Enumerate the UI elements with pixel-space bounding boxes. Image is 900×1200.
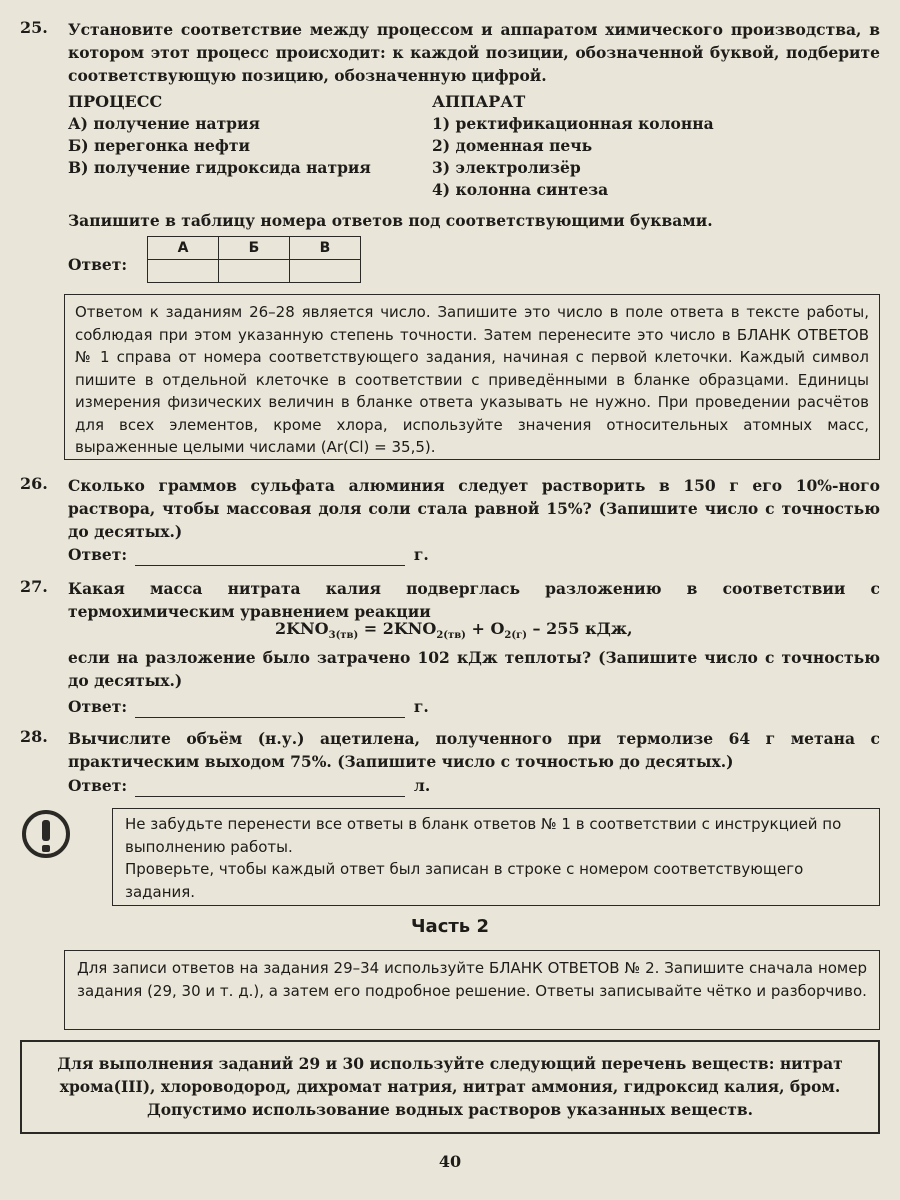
answer-field-27[interactable] [135,701,405,718]
process-header: ПРОЦЕСС [68,92,163,111]
question-27-text-continued: если на разложение было затрачено 102 кДж теплоты? (Запишите число с точностью до десятых.) [68,648,880,690]
apparatus-item: 3) электролизёр [432,158,581,177]
answer-line-26 [68,543,429,566]
question-25-text: Установите соответствие между процессом и аппаратом химического производства, в котором этот процесс происходит: к каждой позиции, обозначенной буквой, подберите соответствующую позицию, обозначенную цифрой. [68,20,880,85]
reminder-box [112,808,880,906]
answer-field-28[interactable] [135,780,405,797]
answer-cell[interactable] [148,260,219,283]
answer-label: Ответ: [68,255,128,274]
apparatus-header: АППАРАТ [432,92,526,111]
answer-table-header: А [148,237,219,260]
question-27-number: 27. [20,577,48,596]
question-28-text: Вычислите объём (н.у.) ацетилена, полученного при термолизе 64 г метана с практическим выходом 75%. (Запишите число с точностью до десятых.) [68,729,880,771]
thermochemical-equation: $2KNO_{3(тв)} = 2KNO_{2(тв)} + O_{2(г)} - 255$ кДж, [275,619,633,642]
exclamation-icon [22,810,70,858]
answer-line-27 [68,695,429,718]
answer-label: Ответ: [68,697,128,716]
answer-cell[interactable] [219,260,290,283]
table-instruction: Запишите в таблицу номера ответов под соответствующими буквами. [68,211,713,230]
part-2-instruction-box [64,950,880,1030]
part-2-instruction-text: Для записи ответов на задания 29–34 используйте БЛАНК ОТВЕТОВ № 2. Запишите сначала номер задания (29, 30 и т. д.), а затем его подробное решение. Ответы записывайте чётко и разборчиво. [77,959,867,1000]
answer-label: Ответ: [68,545,128,564]
answer-cell[interactable] [290,260,361,283]
question-26-text: Сколько граммов сульфата алюминия следует растворить в 150 г его 10%-ного раствора, чтобы массовая доля соли стала равной 15%? (Запишите число с точностью до десятых.) [68,476,880,541]
answer-unit: л. [413,776,431,795]
reminder-line-2: Проверьте, чтобы каждый ответ был записан в строке с номером соответствующего задания. [125,860,804,901]
answer-unit: г. [413,697,429,716]
apparatus-item: 4) колонна синтеза [432,180,609,199]
process-item: Б) перегонка нефти [68,136,250,155]
process-item: А) получение натрия [68,114,260,133]
substances-text: Для выполнения заданий 29 и 30 используйте следующий перечень веществ: нитрат хрома(III), хлороводород, дихромат натрия, нитрат аммония, гидроксид калия, бром. Допустимо использование водных растворов указанных веществ. [57,1054,843,1119]
instruction-box-26-28 [64,294,880,460]
answer-table-header: В [290,237,361,260]
instruction-text: Ответом к заданиям 26–28 является число. Запишите это число в поле ответа в тексте работы, соблюдая при этом указанную степень точности. Затем перенесите это число в БЛАНК ОТВЕТОВ № 1 справа от номера соответствующего задания, начиная с первой клеточки. Каждый символ пишите в отдельной клеточке в соответствии с приведёнными в бланке образцами. Единицы измерения физических величин в бланке ответа указывать не нужно. При проведении расчётов для всех элементов, кроме хлора, используйте значения относительных атомных масс, выраженные целыми числами (Ar(Cl) = 35,5). [75,303,869,456]
answer-unit: г. [413,545,429,564]
answer-table-header: Б [219,237,290,260]
apparatus-item: 1) ректификационная колонна [432,114,714,133]
question-28-number: 28. [20,727,48,746]
question-25-number: 25. [20,18,48,37]
process-item: В) получение гидроксида натрия [68,158,371,177]
part-2-title: Часть 2 [411,916,489,937]
answer-label: Ответ: [68,776,128,795]
answer-line-28 [68,774,430,797]
apparatus-item: 2) доменная печь [432,136,593,155]
answer-field-26[interactable] [135,549,405,566]
question-27-text: Какая масса нитрата калия подверглась разложению в соответствии с термохимическим уравнением реакции [68,579,880,621]
substances-box [20,1040,880,1134]
question-26-number: 26. [20,474,48,493]
answer-table [147,236,361,283]
reminder-line-1: Не забудьте перенести все ответы в бланк ответов № 1 в соответствии с инструкцией по выполнению работы. [125,815,842,856]
page-number: 40 [438,1152,462,1171]
